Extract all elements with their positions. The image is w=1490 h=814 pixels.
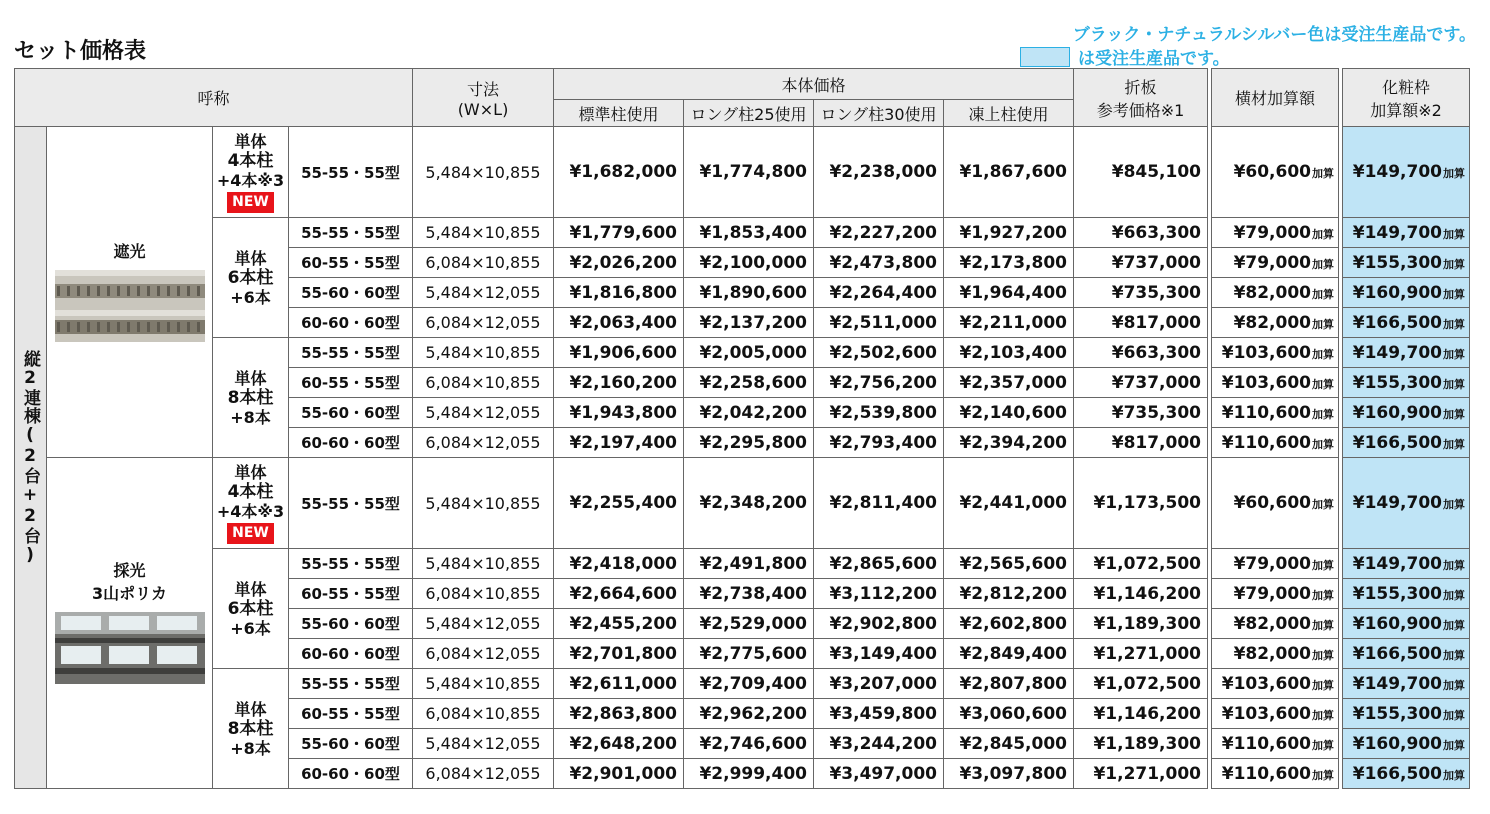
size-cell: 6,084×10,855 [413,579,554,609]
price-fold: ¥737,000 [1074,368,1208,398]
price-long25: ¥2,738,400 [684,579,814,609]
price-frost: ¥1,867,600 [944,127,1074,218]
size-cell: 5,484×12,055 [413,609,554,639]
price-frost: ¥2,807,800 [944,669,1074,699]
price-long30: ¥3,149,400 [814,639,944,669]
price-long25: ¥2,137,200 [684,308,814,338]
price-long30: ¥3,497,000 [814,759,944,789]
beam-add: ¥110,600加算 [1212,759,1339,789]
price-fold: ¥1,146,200 [1074,579,1208,609]
post-extra: +4本※3 [216,501,285,521]
page-title: セット価格表 [14,39,147,64]
beam-add: ¥82,000加算 [1212,278,1339,308]
header-long30: ロング柱30使用 [814,100,944,127]
price-long30: ¥3,112,200 [814,579,944,609]
post-type: 単体 [234,579,267,599]
price-std: ¥1,906,600 [554,338,684,368]
beam-add: ¥82,000加算 [1212,609,1339,639]
new-badge-wrap [213,521,288,544]
deco-add: ¥166,500加算 [1343,428,1470,458]
price-fold: ¥1,271,000 [1074,759,1208,789]
model-cell: 55-55・55型 [289,549,413,579]
post-count: 6本柱 [227,598,274,619]
price-frost: ¥2,602,800 [944,609,1074,639]
price-frost: ¥2,845,000 [944,729,1074,759]
price-long25: ¥2,999,400 [684,759,814,789]
beam-add: ¥79,000加算 [1212,218,1339,248]
deco-add: ¥149,700加算 [1343,669,1470,699]
size-cell: 6,084×10,855 [413,699,554,729]
price-long30: ¥3,244,200 [814,729,944,759]
price-long25: ¥2,962,200 [684,699,814,729]
post-count-cell [213,549,289,669]
model-cell: 55-55・55型 [289,669,413,699]
model-cell: 55-55・55型 [289,458,413,549]
price-long30: ¥2,264,400 [814,278,944,308]
header-size: 寸法 (W×L) [413,69,554,127]
price-frost: ¥2,173,800 [944,248,1074,278]
shade-roof-image [47,262,212,346]
price-frost: ¥3,060,600 [944,699,1074,729]
price-long25: ¥2,295,800 [684,428,814,458]
price-long25: ¥2,746,600 [684,729,814,759]
post-count-cell [213,127,289,218]
size-cell: 5,484×12,055 [413,729,554,759]
header-name: 呼称 [15,69,413,127]
price-long25: ¥1,774,800 [684,127,814,218]
type-cell [47,127,213,458]
post-extra: +8本 [230,407,271,427]
deco-add: ¥149,700加算 [1343,218,1470,248]
deco-add: ¥166,500加算 [1343,639,1470,669]
price-long25: ¥2,258,600 [684,368,814,398]
deco-add: ¥155,300加算 [1343,248,1470,278]
color-legend [1020,44,1230,69]
type-name: 採光 [113,561,146,580]
header-fold: 折板 参考価格※1 [1074,69,1208,127]
price-std: ¥2,197,400 [554,428,684,458]
price-std: ¥2,863,800 [554,699,684,729]
post-type: 単体 [234,368,267,388]
price-long25: ¥2,491,800 [684,549,814,579]
header-long25: ロング柱25使用 [684,100,814,127]
price-long30: ¥2,227,200 [814,218,944,248]
made-to-order-note: ブラック・ナチュラルシルバー色は受注生産品です。 [1072,25,1476,45]
size-cell: 5,484×10,855 [413,669,554,699]
price-long30: ¥2,902,800 [814,609,944,639]
size-cell: 6,084×12,055 [413,759,554,789]
beam-add: ¥110,600加算 [1212,398,1339,428]
post-extra: +6本 [230,618,271,638]
price-frost: ¥2,140,600 [944,398,1074,428]
price-std: ¥2,418,000 [554,549,684,579]
price-fold: ¥845,100 [1074,127,1208,218]
model-cell: 60-60・60型 [289,428,413,458]
beam-add: ¥110,600加算 [1212,428,1339,458]
price-frost: ¥1,964,400 [944,278,1074,308]
model-cell: 55-60・60型 [289,729,413,759]
price-fold: ¥663,300 [1074,218,1208,248]
header-beam: 横材加算額 [1212,69,1339,127]
price-std: ¥2,648,200 [554,729,684,759]
type-name: 遮光 [113,241,146,261]
price-frost: ¥2,849,400 [944,639,1074,669]
legend-swatch [1020,47,1070,67]
deco-add: ¥155,300加算 [1343,368,1470,398]
price-fold: ¥735,300 [1074,278,1208,308]
price-long30: ¥2,756,200 [814,368,944,398]
price-fold: ¥735,300 [1074,398,1208,428]
header-std: 標準柱使用 [554,100,684,127]
price-fold: ¥817,000 [1074,428,1208,458]
price-frost: ¥2,441,000 [944,458,1074,549]
beam-add: ¥82,000加算 [1212,639,1339,669]
deco-add: ¥149,700加算 [1343,458,1470,549]
price-std: ¥2,901,000 [554,759,684,789]
size-cell: 5,484×10,855 [413,549,554,579]
model-cell: 60-60・60型 [289,308,413,338]
price-fold: ¥1,173,500 [1074,458,1208,549]
table-row [15,549,1470,579]
model-cell: 55-60・60型 [289,398,413,428]
deco-add: ¥166,500加算 [1343,759,1470,789]
size-cell: 5,484×12,055 [413,398,554,428]
header-body-price: 本体価格 [554,69,1074,100]
model-cell: 55-60・60型 [289,609,413,639]
new-badge: NEW [227,523,274,544]
size-cell: 5,484×10,855 [413,338,554,368]
price-frost: ¥2,394,200 [944,428,1074,458]
beam-add: ¥110,600加算 [1212,729,1339,759]
price-table-body [15,127,1470,789]
size-cell: 6,084×10,855 [413,248,554,278]
price-frost: ¥3,097,800 [944,759,1074,789]
deco-add: ¥149,700加算 [1343,549,1470,579]
model-cell: 60-60・60型 [289,639,413,669]
post-count-cell [213,218,289,338]
price-fold: ¥1,072,500 [1074,669,1208,699]
price-frost: ¥2,565,600 [944,549,1074,579]
price-frost: ¥2,211,000 [944,308,1074,338]
post-count-cell [213,458,289,549]
deco-add: ¥166,500加算 [1343,308,1470,338]
table-row [15,218,1470,248]
legend-text: は受注生産品です。 [1078,49,1230,69]
price-long30: ¥2,539,800 [814,398,944,428]
size-cell: 6,084×10,855 [413,368,554,398]
price-std: ¥1,779,600 [554,218,684,248]
deco-add: ¥160,900加算 [1343,398,1470,428]
model-cell: 55-55・55型 [289,338,413,368]
price-fold: ¥737,000 [1074,248,1208,278]
price-fold: ¥1,189,300 [1074,729,1208,759]
post-extra: +4本※3 [216,170,285,190]
price-std: ¥2,063,400 [554,308,684,338]
category-cell: 縦2連棟(2台+2台) [15,127,47,789]
size-cell: 5,484×10,855 [413,458,554,549]
price-std: ¥1,682,000 [554,127,684,218]
deco-add: ¥160,900加算 [1343,278,1470,308]
price-fold: ¥663,300 [1074,338,1208,368]
post-count: 8本柱 [227,718,274,739]
deco-add: ¥149,700加算 [1343,127,1470,218]
table-row [15,458,1470,549]
price-long25: ¥2,775,600 [684,639,814,669]
size-cell: 5,484×12,055 [413,278,554,308]
beam-add: ¥79,000加算 [1212,579,1339,609]
price-long25: ¥2,529,000 [684,609,814,639]
price-fold: ¥1,146,200 [1074,699,1208,729]
model-cell: 55-55・55型 [289,218,413,248]
price-long25: ¥2,709,400 [684,669,814,699]
price-fold: ¥1,271,000 [1074,639,1208,669]
model-cell: 60-55・55型 [289,368,413,398]
price-long30: ¥3,207,000 [814,669,944,699]
type-cell [47,458,213,789]
model-cell: 55-60・60型 [289,278,413,308]
price-std: ¥2,664,600 [554,579,684,609]
price-std: ¥1,816,800 [554,278,684,308]
price-long25: ¥2,348,200 [684,458,814,549]
beam-add: ¥103,600加算 [1212,338,1339,368]
new-badge-wrap [213,190,288,213]
price-std: ¥2,701,800 [554,639,684,669]
deco-add: ¥155,300加算 [1343,579,1470,609]
post-count-cell [213,669,289,789]
price-fold: ¥1,072,500 [1074,549,1208,579]
price-long30: ¥2,238,000 [814,127,944,218]
beam-add: ¥103,600加算 [1212,368,1339,398]
size-cell: 6,084×12,055 [413,639,554,669]
table-row [15,338,1470,368]
model-cell: 60-60・60型 [289,759,413,789]
size-cell: 5,484×10,855 [413,218,554,248]
price-long30: ¥2,793,400 [814,428,944,458]
price-long25: ¥2,005,000 [684,338,814,368]
model-cell: 60-55・55型 [289,579,413,609]
post-count: 4本柱 [227,481,274,502]
price-long25: ¥2,100,000 [684,248,814,278]
model-cell: 55-55・55型 [289,127,413,218]
price-std: ¥2,026,200 [554,248,684,278]
beam-add: ¥103,600加算 [1212,699,1339,729]
beam-add: ¥103,600加算 [1212,669,1339,699]
post-type: 単体 [234,462,267,482]
deco-add: ¥149,700加算 [1343,338,1470,368]
price-frost: ¥2,812,200 [944,579,1074,609]
price-long30: ¥3,459,800 [814,699,944,729]
header-deco: 化粧枠 加算額※2 [1343,69,1470,127]
new-badge: NEW [227,192,274,213]
beam-add: ¥79,000加算 [1212,248,1339,278]
price-long30: ¥2,473,800 [814,248,944,278]
table-row [15,127,1470,218]
price-long30: ¥2,511,000 [814,308,944,338]
deco-add: ¥155,300加算 [1343,699,1470,729]
type-name-sub: 3山ポリカ [92,584,167,603]
deco-add: ¥160,900加算 [1343,609,1470,639]
price-std: ¥2,611,000 [554,669,684,699]
post-type: 単体 [234,699,267,719]
post-count-cell [213,338,289,458]
deco-add: ¥160,900加算 [1343,729,1470,759]
price-table [14,68,1470,789]
post-count: 6本柱 [227,267,274,288]
post-type: 単体 [234,131,267,151]
post-extra: +8本 [230,738,271,758]
table-row [15,669,1470,699]
price-std: ¥2,455,200 [554,609,684,639]
post-count: 8本柱 [227,387,274,408]
price-std: ¥2,160,200 [554,368,684,398]
beam-add: ¥82,000加算 [1212,308,1339,338]
price-long25: ¥1,853,400 [684,218,814,248]
price-long25: ¥2,042,200 [684,398,814,428]
post-extra: +6本 [230,287,271,307]
price-frost: ¥2,103,400 [944,338,1074,368]
size-cell: 6,084×12,055 [413,308,554,338]
price-long30: ¥2,865,600 [814,549,944,579]
beam-add: ¥60,600加算 [1212,458,1339,549]
header-frost: 凍上柱使用 [944,100,1074,127]
price-std: ¥2,255,400 [554,458,684,549]
price-fold: ¥1,189,300 [1074,609,1208,639]
post-type: 単体 [234,248,267,268]
polycarbonate-roof-image [47,604,212,688]
price-long25: ¥1,890,600 [684,278,814,308]
price-frost: ¥2,357,000 [944,368,1074,398]
price-std: ¥1,943,800 [554,398,684,428]
price-long30: ¥2,811,400 [814,458,944,549]
price-frost: ¥1,927,200 [944,218,1074,248]
beam-add: ¥79,000加算 [1212,549,1339,579]
size-cell: 5,484×10,855 [413,127,554,218]
model-cell: 60-55・55型 [289,699,413,729]
price-fold: ¥817,000 [1074,308,1208,338]
model-cell: 60-55・55型 [289,248,413,278]
post-count: 4本柱 [227,150,274,171]
beam-add: ¥60,600加算 [1212,127,1339,218]
price-long30: ¥2,502,600 [814,338,944,368]
size-cell: 6,084×12,055 [413,428,554,458]
